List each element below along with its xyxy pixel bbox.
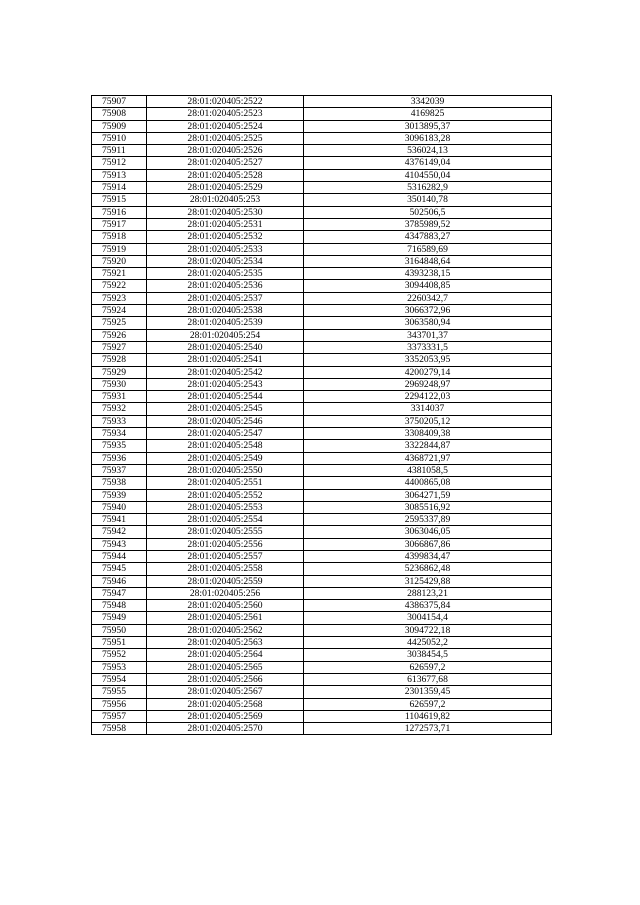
value-cell: 3785989,52: [304, 218, 552, 230]
cadastral-number-cell: 28:01:020405:256: [147, 587, 304, 599]
table-row: [92, 514, 552, 526]
cadastral-number-cell: 28:01:020405:253: [147, 194, 304, 206]
cadastral-number-cell: 28:01:020405:2558: [147, 563, 304, 575]
value-cell: 343701,37: [304, 329, 552, 341]
value-cell: 3314037: [304, 403, 552, 415]
value-cell: 626597,2: [304, 698, 552, 710]
row-number-cell: 75924: [92, 305, 147, 317]
value-cell: 3085516,92: [304, 501, 552, 513]
row-number-cell: 75910: [92, 132, 147, 144]
table-row: [92, 415, 552, 427]
value-cell: 3066867,86: [304, 538, 552, 550]
value-cell: 3373331,5: [304, 341, 552, 353]
table-row: [92, 698, 552, 710]
value-cell: 2260342,7: [304, 292, 552, 304]
cadastral-number-cell: 28:01:020405:2530: [147, 206, 304, 218]
cadastral-number-cell: 28:01:020405:2560: [147, 600, 304, 612]
table-row: [92, 194, 552, 206]
value-cell: 4400865,08: [304, 477, 552, 489]
table-row: [92, 723, 552, 735]
value-cell: 626597,2: [304, 661, 552, 673]
cadastral-number-cell: 28:01:020405:2567: [147, 686, 304, 698]
value-cell: 4169825: [304, 108, 552, 120]
value-cell: 1272573,71: [304, 723, 552, 735]
table-row: [92, 440, 552, 452]
cadastral-number-cell: 28:01:020405:2522: [147, 96, 304, 108]
row-number-cell: 75928: [92, 354, 147, 366]
table-row: [92, 231, 552, 243]
row-number-cell: 75945: [92, 563, 147, 575]
table-row: [92, 489, 552, 501]
table-row: [92, 649, 552, 661]
cadastral-number-cell: 28:01:020405:2559: [147, 575, 304, 587]
table-row: [92, 477, 552, 489]
row-number-cell: 75929: [92, 366, 147, 378]
cadastral-number-cell: 28:01:020405:2554: [147, 514, 304, 526]
row-number-cell: 75954: [92, 673, 147, 685]
table-row: [92, 501, 552, 513]
row-number-cell: 75913: [92, 169, 147, 181]
table-row: [92, 637, 552, 649]
value-cell: 288123,21: [304, 587, 552, 599]
table-row: [92, 157, 552, 169]
cadastral-number-cell: 28:01:020405:2561: [147, 612, 304, 624]
cadastral-number-cell: 28:01:020405:2525: [147, 132, 304, 144]
value-cell: 3013895,37: [304, 120, 552, 132]
table-row: [92, 169, 552, 181]
cadastral-number-cell: 28:01:020405:2570: [147, 723, 304, 735]
cadastral-number-cell: 28:01:020405:2568: [147, 698, 304, 710]
table-row: [92, 624, 552, 636]
value-cell: 3342039: [304, 96, 552, 108]
row-number-cell: 75923: [92, 292, 147, 304]
row-number-cell: 75935: [92, 440, 147, 452]
cadastral-number-cell: 28:01:020405:2545: [147, 403, 304, 415]
value-cell: 4347883,27: [304, 231, 552, 243]
table-row: [92, 243, 552, 255]
table-row: [92, 341, 552, 353]
cadastral-value-table: [91, 95, 552, 735]
cadastral-number-cell: 28:01:020405:2546: [147, 415, 304, 427]
cadastral-number-cell: 28:01:020405:2556: [147, 538, 304, 550]
value-cell: 3096183,28: [304, 132, 552, 144]
table-body: [92, 96, 552, 735]
row-number-cell: 75936: [92, 452, 147, 464]
table-row: [92, 96, 552, 108]
cadastral-number-cell: 28:01:020405:2537: [147, 292, 304, 304]
cadastral-number-cell: 28:01:020405:2562: [147, 624, 304, 636]
table-row: [92, 612, 552, 624]
cadastral-number-cell: 28:01:020405:2542: [147, 366, 304, 378]
cadastral-number-cell: 28:01:020405:2531: [147, 218, 304, 230]
row-number-cell: 75926: [92, 329, 147, 341]
cadastral-number-cell: 28:01:020405:2540: [147, 341, 304, 353]
row-number-cell: 75957: [92, 710, 147, 722]
row-number-cell: 75942: [92, 526, 147, 538]
row-number-cell: 75949: [92, 612, 147, 624]
table-row: [92, 366, 552, 378]
cadastral-number-cell: 28:01:020405:2550: [147, 464, 304, 476]
table-row: [92, 182, 552, 194]
value-cell: 4368721,97: [304, 452, 552, 464]
value-cell: 4381058,5: [304, 464, 552, 476]
row-number-cell: 75948: [92, 600, 147, 612]
table-row: [92, 206, 552, 218]
cadastral-number-cell: 28:01:020405:2555: [147, 526, 304, 538]
row-number-cell: 75939: [92, 489, 147, 501]
table-row: [92, 305, 552, 317]
row-number-cell: 75943: [92, 538, 147, 550]
value-cell: 4399834,47: [304, 550, 552, 562]
cadastral-number-cell: 28:01:020405:2553: [147, 501, 304, 513]
value-cell: 5316282,9: [304, 182, 552, 194]
table-row: [92, 661, 552, 673]
cadastral-number-cell: 28:01:020405:2535: [147, 268, 304, 280]
value-cell: 3066372,96: [304, 305, 552, 317]
table-row: [92, 391, 552, 403]
cadastral-number-cell: 28:01:020405:2544: [147, 391, 304, 403]
value-cell: 3164848,64: [304, 255, 552, 267]
value-cell: 3038454,5: [304, 649, 552, 661]
row-number-cell: 75941: [92, 514, 147, 526]
cadastral-number-cell: 28:01:020405:2549: [147, 452, 304, 464]
row-number-cell: 75915: [92, 194, 147, 206]
cadastral-number-cell: 28:01:020405:2523: [147, 108, 304, 120]
row-number-cell: 75955: [92, 686, 147, 698]
value-cell: 4376149,04: [304, 157, 552, 169]
table-row: [92, 538, 552, 550]
table-row: [92, 255, 552, 267]
table-row: [92, 120, 552, 132]
cadastral-number-cell: 28:01:020405:2564: [147, 649, 304, 661]
value-cell: 4393238,15: [304, 268, 552, 280]
value-cell: 4425052,2: [304, 637, 552, 649]
table-row: [92, 145, 552, 157]
row-number-cell: 75907: [92, 96, 147, 108]
table-row: [92, 673, 552, 685]
cadastral-number-cell: 28:01:020405:2533: [147, 243, 304, 255]
value-cell: 3308409,38: [304, 428, 552, 440]
cadastral-number-cell: 28:01:020405:2527: [147, 157, 304, 169]
table-row: [92, 526, 552, 538]
table-row: [92, 292, 552, 304]
row-number-cell: 75946: [92, 575, 147, 587]
cadastral-number-cell: 28:01:020405:2563: [147, 637, 304, 649]
row-number-cell: 75950: [92, 624, 147, 636]
row-number-cell: 75956: [92, 698, 147, 710]
row-number-cell: 75922: [92, 280, 147, 292]
row-number-cell: 75932: [92, 403, 147, 415]
cadastral-number-cell: 28:01:020405:2565: [147, 661, 304, 673]
cadastral-number-cell: 28:01:020405:2551: [147, 477, 304, 489]
value-cell: 3094722,18: [304, 624, 552, 636]
table-row: [92, 550, 552, 562]
value-cell: 2294122,03: [304, 391, 552, 403]
table-row: [92, 378, 552, 390]
value-cell: 4200279,14: [304, 366, 552, 378]
row-number-cell: 75912: [92, 157, 147, 169]
table-row: [92, 218, 552, 230]
row-number-cell: 75918: [92, 231, 147, 243]
row-number-cell: 75917: [92, 218, 147, 230]
table-row: [92, 108, 552, 120]
value-cell: 716589,69: [304, 243, 552, 255]
row-number-cell: 75909: [92, 120, 147, 132]
table-row: [92, 600, 552, 612]
cadastral-number-cell: 28:01:020405:2538: [147, 305, 304, 317]
cadastral-number-cell: 28:01:020405:2548: [147, 440, 304, 452]
table-row: [92, 710, 552, 722]
row-number-cell: 75921: [92, 268, 147, 280]
value-cell: 2301359,45: [304, 686, 552, 698]
cadastral-number-cell: 28:01:020405:2543: [147, 378, 304, 390]
row-number-cell: 75934: [92, 428, 147, 440]
table-row: [92, 329, 552, 341]
row-number-cell: 75937: [92, 464, 147, 476]
table-row: [92, 317, 552, 329]
row-number-cell: 75940: [92, 501, 147, 513]
row-number-cell: 75947: [92, 587, 147, 599]
cadastral-number-cell: 28:01:020405:2526: [147, 145, 304, 157]
value-cell: 502506,5: [304, 206, 552, 218]
cadastral-number-cell: 28:01:020405:2528: [147, 169, 304, 181]
row-number-cell: 75952: [92, 649, 147, 661]
table-row: [92, 563, 552, 575]
cadastral-number-cell: 28:01:020405:2532: [147, 231, 304, 243]
table-row: [92, 575, 552, 587]
cadastral-number-cell: 28:01:020405:2534: [147, 255, 304, 267]
table-row: [92, 464, 552, 476]
cadastral-number-cell: 28:01:020405:2569: [147, 710, 304, 722]
cadastral-number-cell: 28:01:020405:2566: [147, 673, 304, 685]
value-cell: 4104550,04: [304, 169, 552, 181]
table-row: [92, 280, 552, 292]
value-cell: 3094408,85: [304, 280, 552, 292]
row-number-cell: 75920: [92, 255, 147, 267]
row-number-cell: 75938: [92, 477, 147, 489]
value-cell: 3322844,87: [304, 440, 552, 452]
value-cell: 3125429,88: [304, 575, 552, 587]
value-cell: 2969248,97: [304, 378, 552, 390]
table-row: [92, 132, 552, 144]
row-number-cell: 75916: [92, 206, 147, 218]
cadastral-number-cell: 28:01:020405:254: [147, 329, 304, 341]
table-row: [92, 686, 552, 698]
value-cell: 3063580,94: [304, 317, 552, 329]
table-row: [92, 268, 552, 280]
cadastral-number-cell: 28:01:020405:2547: [147, 428, 304, 440]
row-number-cell: 75925: [92, 317, 147, 329]
row-number-cell: 75931: [92, 391, 147, 403]
row-number-cell: 75930: [92, 378, 147, 390]
cadastral-number-cell: 28:01:020405:2529: [147, 182, 304, 194]
row-number-cell: 75911: [92, 145, 147, 157]
value-cell: 1104619,82: [304, 710, 552, 722]
value-cell: 3004154,4: [304, 612, 552, 624]
cadastral-number-cell: 28:01:020405:2557: [147, 550, 304, 562]
value-cell: 536024,13: [304, 145, 552, 157]
value-cell: 3063046,05: [304, 526, 552, 538]
cadastral-number-cell: 28:01:020405:2524: [147, 120, 304, 132]
row-number-cell: 75908: [92, 108, 147, 120]
cadastral-number-cell: 28:01:020405:2539: [147, 317, 304, 329]
value-cell: 613677,68: [304, 673, 552, 685]
row-number-cell: 75951: [92, 637, 147, 649]
row-number-cell: 75953: [92, 661, 147, 673]
value-cell: 4386375,84: [304, 600, 552, 612]
row-number-cell: 75944: [92, 550, 147, 562]
row-number-cell: 75927: [92, 341, 147, 353]
table-row: [92, 452, 552, 464]
value-cell: 350140,78: [304, 194, 552, 206]
value-cell: 3064271,59: [304, 489, 552, 501]
cadastral-number-cell: 28:01:020405:2541: [147, 354, 304, 366]
row-number-cell: 75914: [92, 182, 147, 194]
value-cell: 5236862,48: [304, 563, 552, 575]
row-number-cell: 75958: [92, 723, 147, 735]
table-row: [92, 403, 552, 415]
table-row: [92, 354, 552, 366]
row-number-cell: 75933: [92, 415, 147, 427]
table-row: [92, 587, 552, 599]
row-number-cell: 75919: [92, 243, 147, 255]
value-cell: 2595337,89: [304, 514, 552, 526]
table-row: [92, 428, 552, 440]
value-cell: 3352053,95: [304, 354, 552, 366]
cadastral-number-cell: 28:01:020405:2536: [147, 280, 304, 292]
value-cell: 3750205,12: [304, 415, 552, 427]
cadastral-number-cell: 28:01:020405:2552: [147, 489, 304, 501]
